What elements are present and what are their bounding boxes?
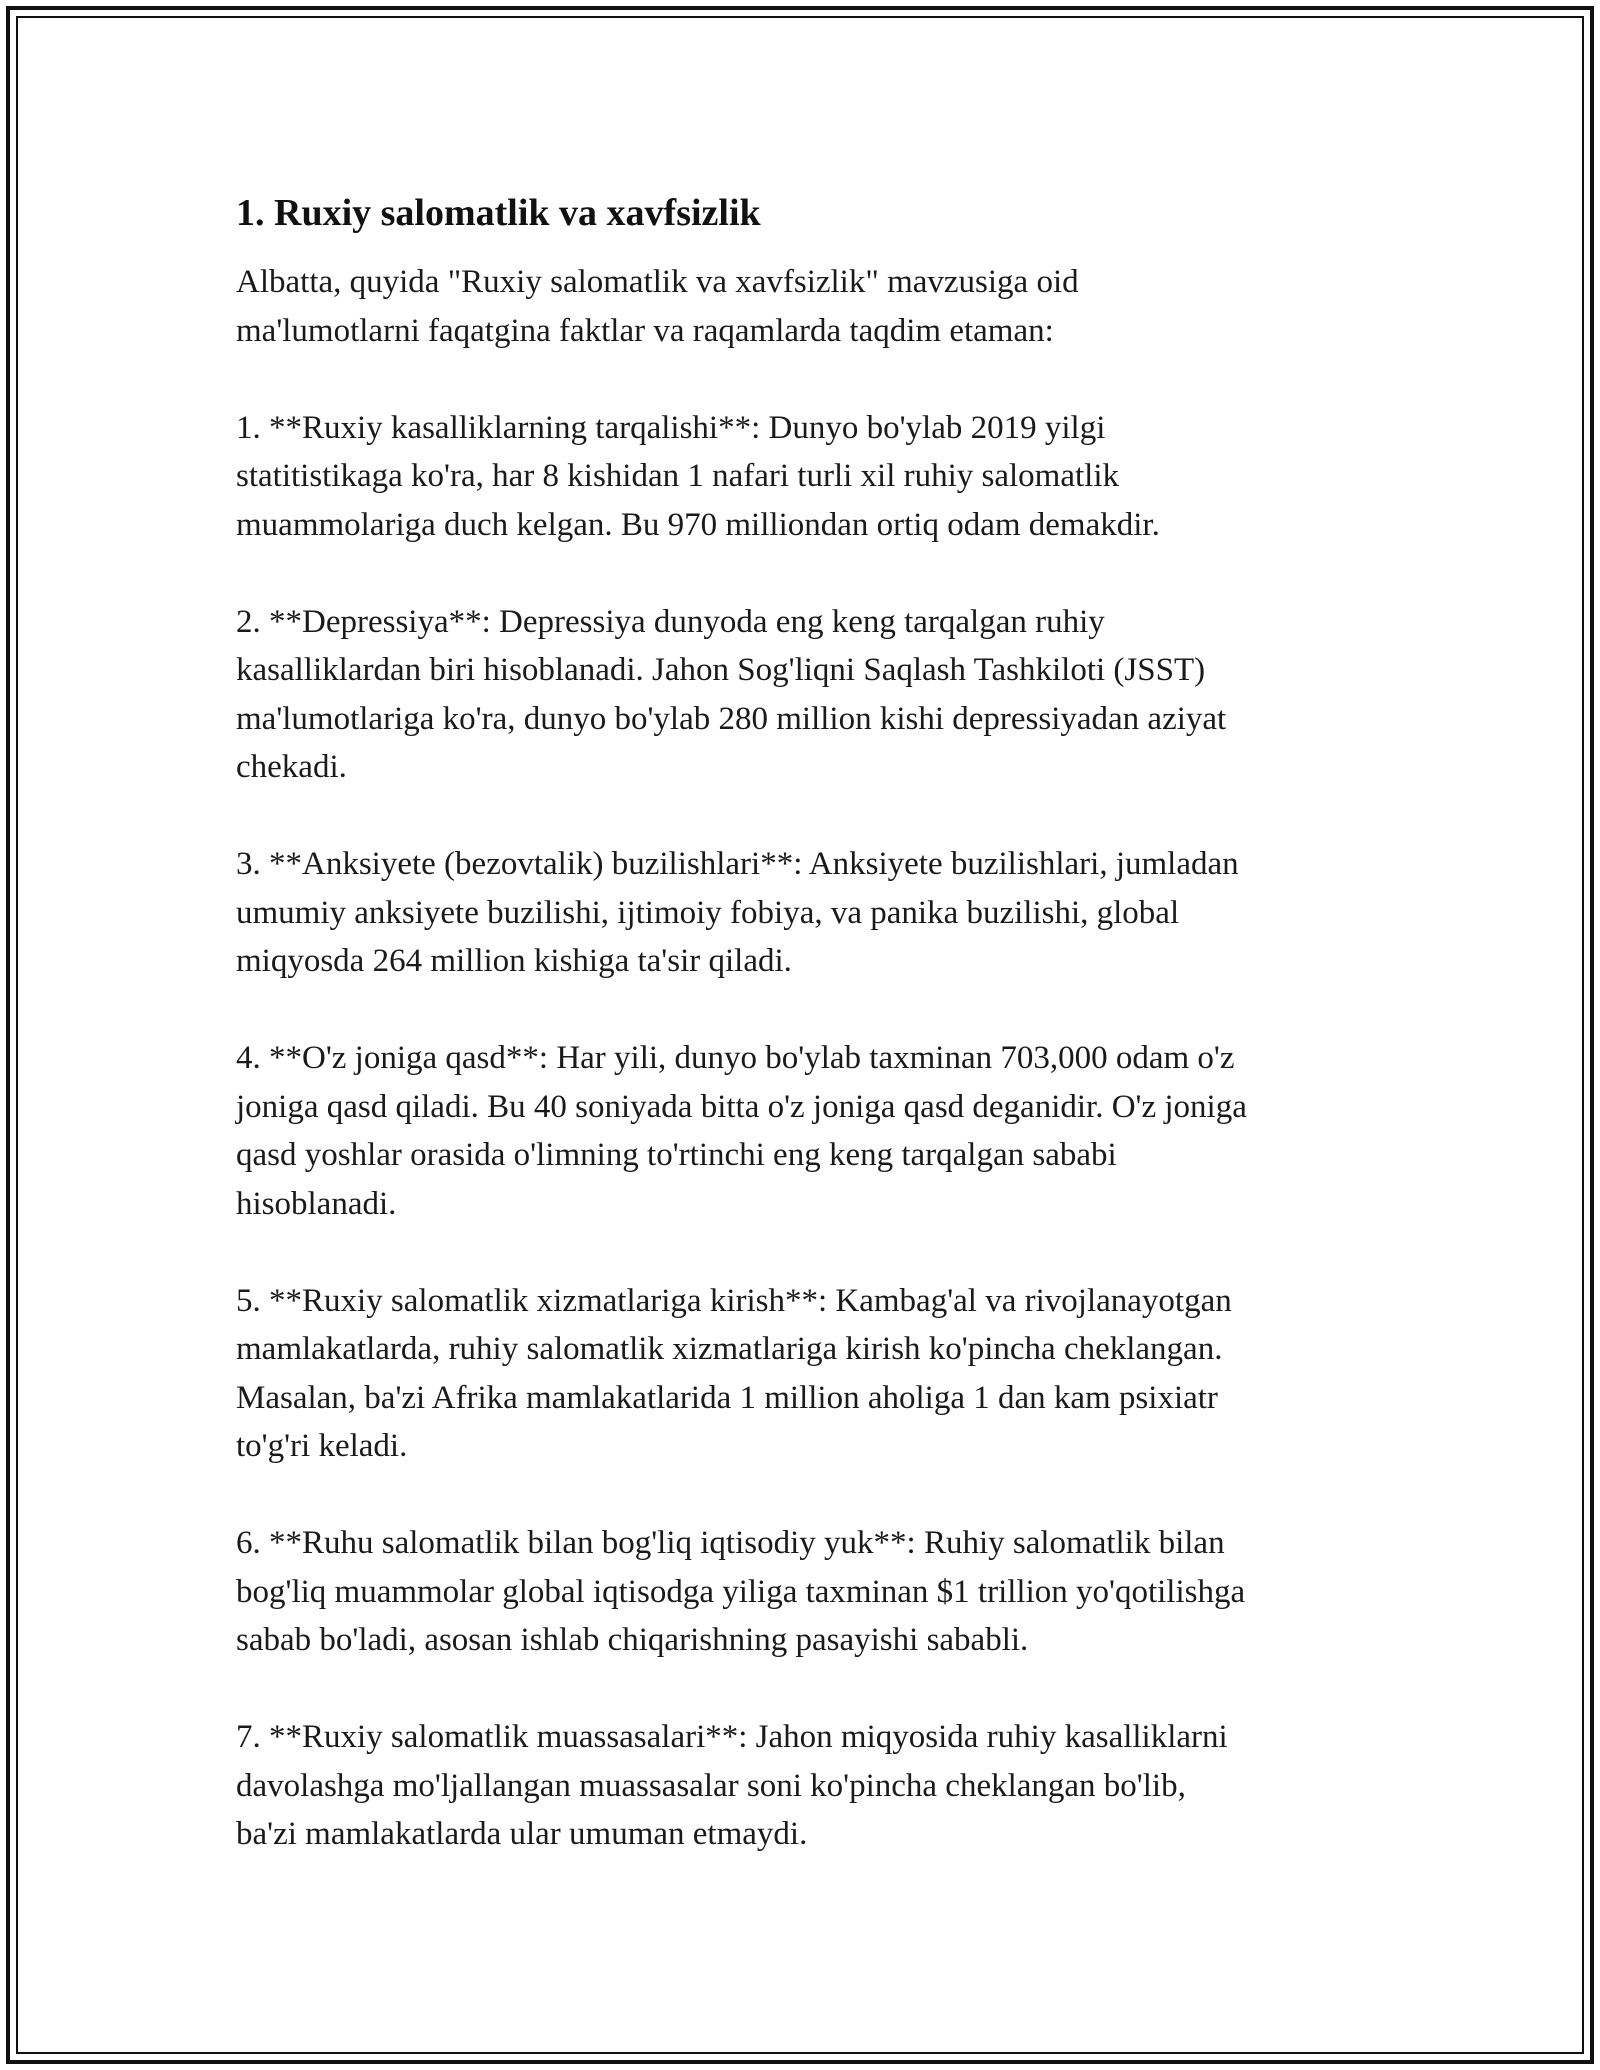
paragraph-line: 4. **O'z joniga qasd**: Har yili, dunyo bo'ylab taxminan 703,000 odam o'z	[236, 1040, 1235, 1076]
paragraph-line: mamlakatlarda, ruhiy salomatlik xizmatlariga kirish ko'pincha cheklangan.	[236, 1331, 1223, 1367]
paragraph-line: 6. **Ruhu salomatlik bilan bog'liq iqtisodiy yuk**: Ruhiy salomatlik bilan	[236, 1525, 1225, 1561]
paragraph-line: to'g'ri keladi.	[236, 1428, 408, 1464]
paragraph-line: Masalan, ba'zi Afrika mamlakatlarida 1 million aholiga 1 dan kam psixiatr	[236, 1379, 1218, 1416]
paragraph-line: qasd yoshlar orasida o'limning to'rtinchi eng keng tarqalgan sababi	[236, 1137, 1117, 1173]
paragraph-line: bog'liq muammolar global iqtisodga yiliga taxminan $1 trillion yo'qotilishga	[236, 1573, 1246, 1610]
paragraph-line: statitistikaga ko'ra, har 8 kishidan 1 nafari turli xil ruhiy salomatlik	[236, 458, 1120, 494]
paragraph-item-1	[236, 404, 1376, 550]
paragraph-line: 3. **Anksiyete (bezovtalik) buzilishlari**: Anksiyete buzilishlari, jumladan	[236, 846, 1239, 882]
paragraph-line: ma'lumotlariga ko'ra, dunyo bo'ylab 280 million kishi depressiyadan aziyat	[236, 700, 1227, 737]
paragraph-item-4	[236, 1034, 1376, 1228]
paragraph-intro	[236, 258, 1376, 355]
paragraph-line: sabab bo'ladi, asosan ishlab chiqarishning pasayishi sababli.	[236, 1622, 1029, 1658]
document-body	[236, 186, 1376, 1907]
paragraph-item-7	[236, 1713, 1376, 1859]
paragraph-line: hisoblanadi.	[236, 1185, 397, 1222]
paragraph-line: Albatta, quyida "Ruxiy salomatlik va xavfsizlik" mavzusiga oid	[236, 264, 1079, 300]
paragraph-line: 2. **Depressiya**: Depressiya dunyoda eng keng tarqalgan ruhiy	[236, 603, 1105, 640]
paragraph-line: 7. **Ruxiy salomatlik muassasalari**: Jahon miqyosida ruhiy kasalliklarni	[236, 1719, 1228, 1755]
paragraph-line: ba'zi mamlakatlarda ular umuman etmaydi.	[236, 1816, 808, 1852]
paragraph-line: kasalliklardan biri hisoblanadi. Jahon Sog'liqni Saqlash Tashkiloti (JSST)	[236, 652, 1206, 688]
document-title: 1. Ruxiy salomatlik va xavfsizlik	[236, 192, 761, 234]
paragraph-line: chekadi.	[236, 749, 347, 785]
paragraph-line: miqyosda 264 million kishiga ta'sir qiladi.	[236, 943, 792, 979]
paragraph-line: umumiy anksiyete buzilishi, ijtimoiy fobiya, va panika buzilishi, global	[236, 894, 1180, 931]
paragraph-line: joniga qasd qiladi. Bu 40 soniyada bitta o'z joniga qasd deganidir. O'z joniga	[236, 1088, 1247, 1125]
paragraph-item-5	[236, 1277, 1376, 1471]
paragraph-line: davolashga mo'ljallangan muassasalar soni ko'pincha cheklangan bo'lib,	[236, 1767, 1186, 1804]
paragraph-item-6	[236, 1519, 1376, 1665]
paragraph-item-3	[236, 840, 1376, 986]
paragraph-line: muammolariga duch kelgan. Bu 970 milliondan ortiq odam demakdir.	[236, 506, 1160, 543]
paragraph-item-2	[236, 598, 1376, 792]
paragraph-line: ma'lumotlarni faqatgina faktlar va raqamlarda taqdim etaman:	[236, 312, 1054, 349]
paragraph-line: 1. **Ruxiy kasalliklarning tarqalishi**: Dunyo bo'ylab 2019 yilgi	[236, 409, 1106, 446]
paragraph-line: 5. **Ruxiy salomatlik xizmatlariga kirish**: Kambag'al va rivojlanayotgan	[236, 1282, 1232, 1319]
